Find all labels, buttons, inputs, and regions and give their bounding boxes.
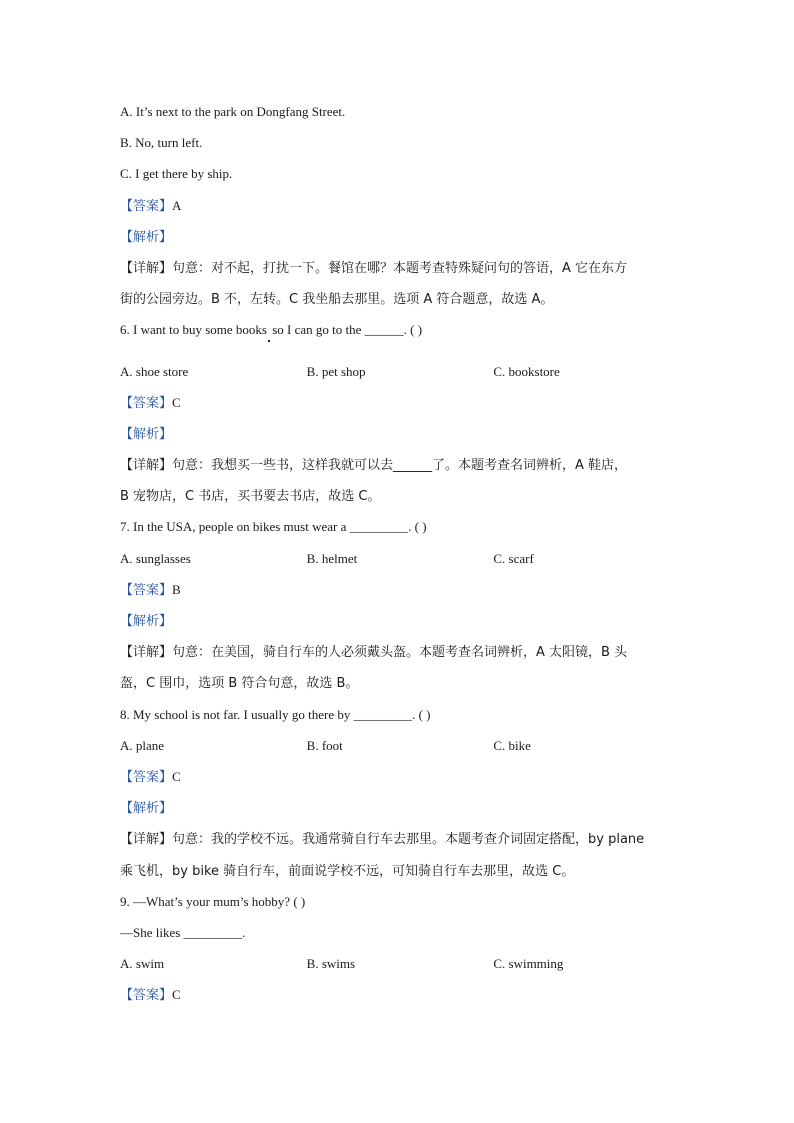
q5-option-c: C. I get there by ship.: [120, 166, 233, 182]
answer-tag: 【答案】: [120, 395, 173, 411]
page-content: [120, 101, 680, 1015]
q9-question-line-2: —She likes _________.: [120, 924, 246, 940]
answer-value: B: [172, 581, 181, 597]
q6-question: [120, 319, 680, 350]
answer-tag: 【答案】: [120, 988, 173, 1004]
analysis-tag: 【解析】: [120, 229, 173, 245]
detail-text: 乘飞机，by bike 骑自行车，前面说学校不远，可知骑自行车去那里，故选 C。: [120, 863, 575, 879]
q9-question-line-1: 9. —What’s your mum’s hobby? ( ): [120, 893, 306, 909]
analysis-tag: 【解析】: [120, 614, 173, 629]
q9-answer: [120, 984, 680, 1015]
detail-text: B 宠物店，C 书店，买书要去书店，故选 C。: [120, 489, 381, 505]
answer-tag: 【答案】: [120, 582, 173, 598]
option-a: A. swim: [120, 956, 165, 972]
q8-detail-line-2: [120, 860, 680, 891]
analysis-tag: 【解析】: [120, 801, 173, 817]
q7-answer: [120, 579, 680, 610]
q5-detail-line-1: [120, 257, 680, 288]
q8-answer: [120, 766, 680, 797]
detail-tag: 【详解】: [120, 832, 173, 848]
q6-options: [120, 361, 680, 392]
answer-tag: 【答案】: [120, 769, 173, 785]
q5-answer: [120, 195, 680, 226]
option-c: C. bookstore: [493, 363, 560, 379]
q6-analysis: [120, 423, 680, 454]
question-text: 6. I want to buy some books: [120, 322, 267, 338]
detail-tag: 【详解】: [120, 645, 173, 661]
detail-text: 句意：我的学校不远。我通常骑自行车去那里。本题考查介词固定搭配，by plane: [172, 832, 645, 848]
option-c: C. swimming: [493, 956, 564, 972]
detail-tag: 【详解】: [120, 458, 173, 474]
option-a: A. sunglasses: [120, 550, 191, 566]
q6-answer: [120, 392, 680, 423]
q7-analysis: [120, 610, 680, 641]
option-a: A. plane: [120, 737, 165, 753]
detail-tag: 【详解】: [120, 260, 173, 276]
option-b: B. foot: [306, 737, 343, 753]
answer-value: A: [172, 197, 182, 213]
answer-value: C: [172, 394, 181, 410]
option-c: C. scarf: [493, 550, 534, 566]
answer-tag: 【答案】: [120, 198, 173, 214]
q5-option-a: A. It’s next to the park on Dongfang Street.: [120, 104, 346, 119]
detail-text: 句意：在美国，骑自行车的人必须戴头盔。本题考查名词辨析，A 太阳镜，B 头: [172, 645, 628, 661]
q7-options: [120, 548, 680, 579]
analysis-tag: 【解析】: [120, 426, 173, 442]
question-text: so I can go to the ______. ( ): [268, 322, 423, 338]
stray-dot-mark: [268, 340, 270, 342]
q7-question: 7. In the USA, people on bikes must wear a _________. ( ): [120, 519, 427, 535]
q6-detail-line-2: [120, 485, 680, 516]
q8-detail-line-1: [120, 828, 680, 859]
q7-detail-line-2: [120, 672, 680, 703]
q5-option-b: B. No, turn left.: [120, 135, 203, 151]
option-b: B. helmet: [306, 550, 358, 566]
q8-analysis: [120, 797, 680, 828]
option-c: C. bike: [493, 737, 531, 753]
detail-text: 句意：对不起，打扰一下。餐馆在哪？本题考查特殊疑问句的答语，A 它在东方: [172, 260, 628, 276]
q5-analysis: [120, 226, 680, 257]
detail-text: 句意：我想买一些书，这样我就可以去______了。本题考查名词辨析，A 鞋店，: [172, 458, 628, 474]
option-b: B. pet shop: [306, 363, 366, 379]
q9-options: [120, 953, 680, 984]
option-b: B. swims: [306, 956, 356, 972]
answer-value: C: [172, 768, 181, 784]
option-a: A. shoe store: [120, 363, 189, 379]
q5-detail-line-2: [120, 288, 680, 319]
q6-detail-line-1: [120, 454, 680, 485]
detail-text: 街的公园旁边。B 不，左转。C 我坐船去那里。选项 A 符合题意，故选 A。: [120, 292, 554, 308]
answer-value: C: [172, 987, 181, 1003]
q8-options: [120, 735, 680, 766]
detail-text: 盔，C 围巾，选项 B 符合句意，故选 B。: [120, 676, 359, 692]
q7-detail-line-1: [120, 641, 680, 672]
q8-question: 8. My school is not far. I usually go there by _________. ( ): [120, 706, 431, 722]
